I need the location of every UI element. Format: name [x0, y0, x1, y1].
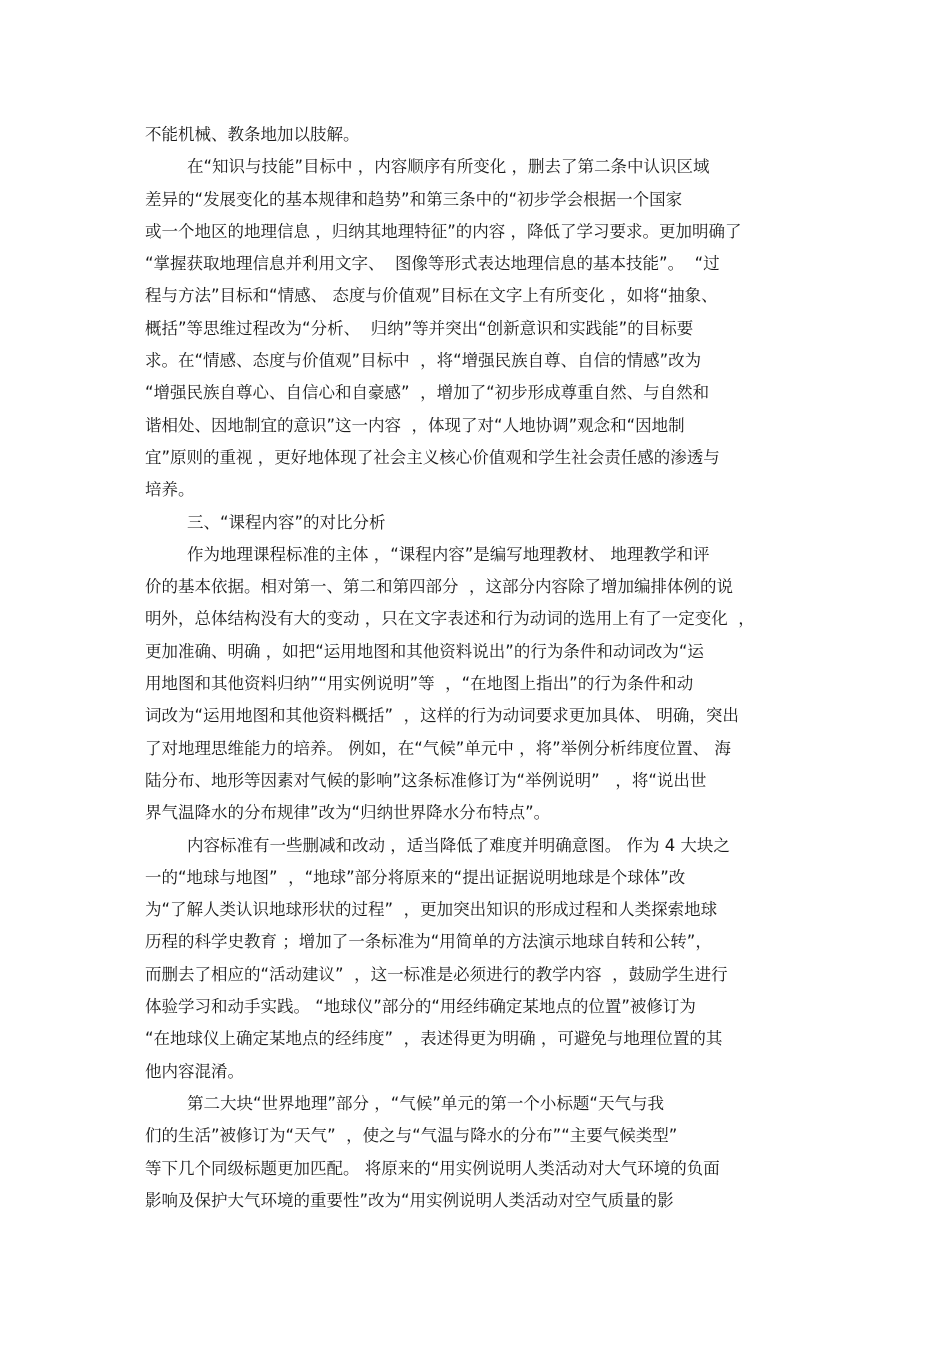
text-line: 历程的科学史教育 ；增加了一条标准为“用简单的方法演示地球自转和公转”， [145, 932, 712, 952]
text-line: 培养。 [145, 480, 195, 500]
text-line: 明外，总体结构没有大的变动 ，只在文字表述和行为动词的选用上有了一定变化 ， [145, 609, 755, 629]
text-line: 内容标准有一些删减和改动 ，适当降低了难度并明确意图。 作为 4 大块之 [145, 835, 730, 855]
body-text [145, 119, 825, 1217]
text-line: 了对地理思维能力的培养。 例如，在“气候”单元中 ，将”举例分析纬度位置、 海 [145, 738, 731, 758]
text-line: 概括”等思维过程改为“分析、 归纳”等并突出“创新意识和实践能”的目标要 [145, 318, 694, 338]
text-line: 体验学习和动手实践。 “地球仪”部分的“用经纬确定某地点的位置”被修订为 [145, 997, 696, 1017]
text-line: 不能机械、教条地加以肢解。 [145, 125, 360, 144]
text-line: 差异的“发展变化的基本规律和趋势”和第三条中的“初步学会根据一个国家 [145, 189, 683, 209]
text-line: 或一个地区的地理信息 ，归纳其地理特征”的内容 ，降低了学习要求。更加明确了 [145, 221, 742, 241]
text-line: 影响及保护大气环境的重要性”改为“用实例说明人类活动对空气质量的影 [145, 1190, 674, 1210]
text-line: 价的基本依据。相对第一、第二和第四部分 ，这部分内容除了增加编排体例的说 [145, 577, 733, 597]
text-line: 第二大块“世界地理”部分 ，“气候”单元的第一个小标题“天气与我 [145, 1093, 664, 1113]
text-line: 求。在“情感、态度与价值观”目标中 ，将“增强民族自尊、自信的情感”改为 [145, 351, 702, 371]
text-line: 词改为“运用地图和其他资料概括” ，这样的行为动词要求更加具体、 明确，突出 [145, 706, 739, 726]
text-line: 陆分布、地形等因素对气候的影响”这条标准修订为“举例说明” ，将“说出世 [145, 770, 707, 790]
text-line: 等下几个同级标题更加匹配。 将原来的“用实例说明人类活动对大气环境的负面 [145, 1158, 720, 1178]
text-line: 一的“地球与地图” ，“地球”部分将原来的“提出证据说明地球是个球体”改 [145, 867, 686, 887]
text-line: 宜”原则的重视 ，更好地体现了社会主义核心价值观和学生社会责任感的渗透与 [145, 447, 720, 467]
text-line: 更加准确、明确 ，如把“运用地图和其他资料说出”的行为条件和动词改为“运 [145, 641, 704, 661]
text-line: 们的生活”被修订为“天气” ，使之与“气温与降水的分布”“主要气候类型” [145, 1126, 678, 1146]
text-line: 三、“课程内容”的对比分析 [145, 512, 386, 532]
text-line: 他内容混淆。 [145, 1061, 244, 1081]
text-line: “增强民族自尊心、自信心和自豪感” ，增加了“初步形成尊重自然、与自然和 [145, 383, 710, 403]
text-line: 为“了解人类认识地球形状的过程” ，更加突出知识的形成过程和人类探索地球 [145, 900, 718, 920]
text-line: 用地图和其他资料归纳”“用实例说明”等 ，“在地图上指出”的行为条件和动 [145, 674, 694, 694]
text-line: “掌握获取地理信息并利用文字、 图像等形式表达地理信息的基本技能”。 “过 [145, 254, 720, 274]
text-line: 而删去了相应的“活动建议” ，这一标准是必须进行的教学内容 ，鼓励学生进行 [145, 964, 728, 984]
text-line: 界气温降水的分布规律”改为“归纳世界降水分布特点”。 [145, 803, 551, 823]
text-line: 在“知识与技能”目标中 ，内容顺序有所变化 ，删去了第二条中认识区域 [145, 157, 710, 177]
text-line: “在地球仪上确定某地点的经纬度” ，表述得更为明确 ，可避免与地理位置的其 [145, 1029, 723, 1049]
text-line: 作为地理课程标准的主体 ，“课程内容”是编写地理教材、 地理教学和评 [145, 544, 710, 564]
text-line: 程与方法”目标和“情感、 态度与价值观”目标在文字上有所变化 ，如将“抽象、 [145, 286, 718, 306]
text-line: 谐相处、因地制宜的意识”这一内容 ，体现了对“人地协调”观念和“因地制 [145, 415, 685, 435]
